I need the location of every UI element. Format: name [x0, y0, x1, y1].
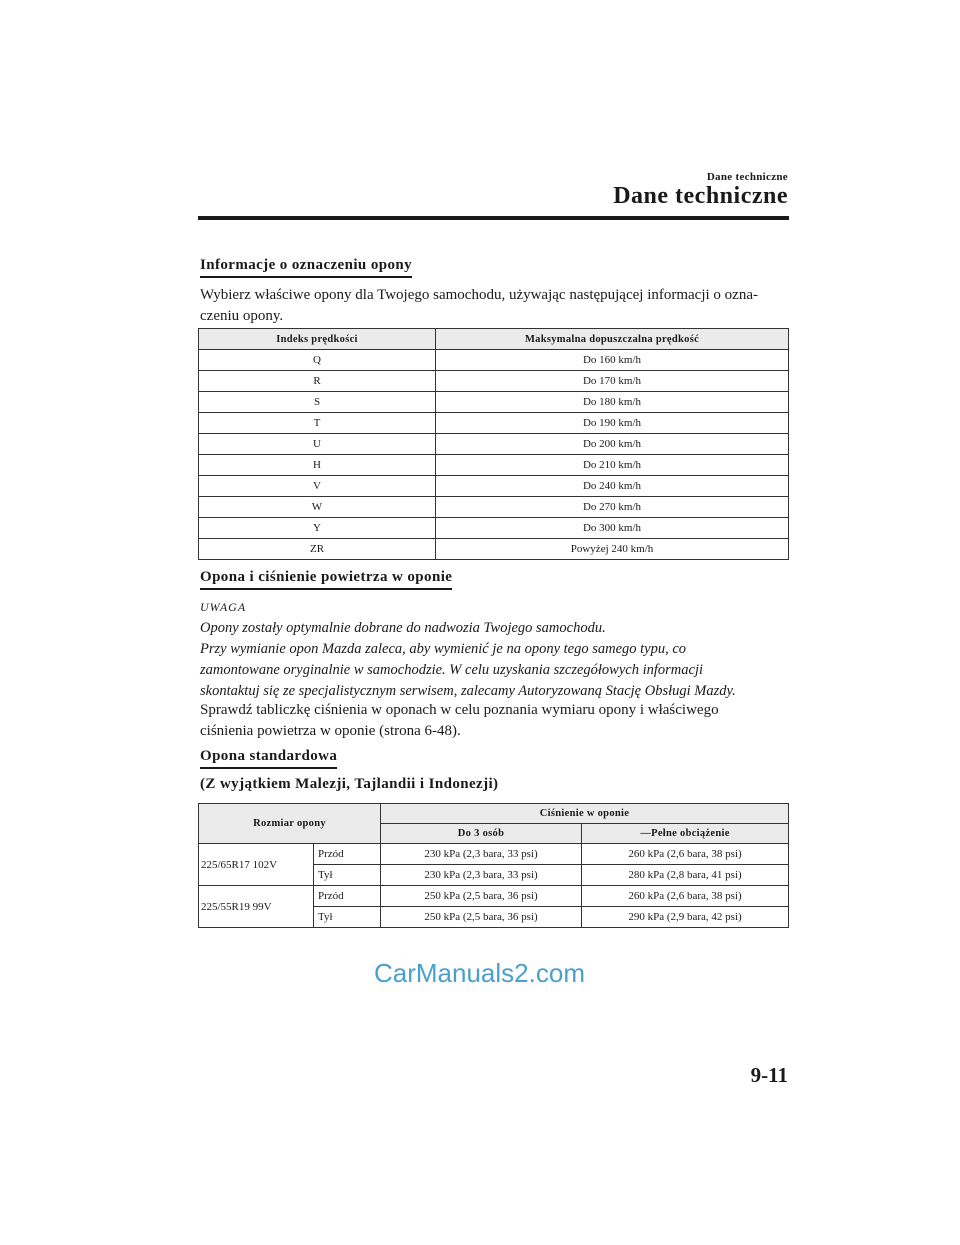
axle-cell: Tył	[314, 865, 381, 886]
speed-index-paragraph: Wybierz właściwe opony dla Twojego samochodu, używając następującej informacji o ozna-czeniu opony.	[200, 287, 758, 324]
tire-pressure-heading	[200, 568, 452, 590]
column-header-pressure: Ciśnienie w oponie	[381, 804, 789, 824]
pressure-full-load-cell: 260 kPa (2,6 bara, 38 psi)	[582, 844, 789, 865]
speed-index-cell: R	[199, 371, 436, 392]
tire-pressure-heading-text: Opona i ciśnienie powietrza w oponie	[200, 569, 453, 585]
speed-index-cell: ZR	[199, 539, 436, 560]
table-row	[199, 392, 789, 413]
table-row	[199, 434, 789, 455]
table-row	[199, 476, 789, 497]
page-number: 9-11	[750, 1063, 788, 1087]
column-header-full-load: —Pełne obciążenie	[582, 824, 789, 844]
speed-index-cell: W	[199, 497, 436, 518]
max-speed-cell: Powyżej 240 km/h	[436, 539, 789, 560]
pressure-up-to-3-cell: 250 kPa (2,5 bara, 36 psi)	[381, 886, 582, 907]
region-subheading: (Z wyjątkiem Malezji, Tajlandii i Indonezji)	[200, 776, 499, 792]
speed-index-cell: Y	[199, 518, 436, 539]
running-header-title: Dane techniczne	[613, 183, 788, 209]
running-header-small: Dane techniczne	[706, 171, 788, 183]
tire-pressure-table	[198, 803, 789, 928]
column-header-size: Rozmiar opony	[199, 804, 381, 844]
watermark-link[interactable]: CarManuals2.com	[374, 958, 585, 988]
max-speed-cell: Do 190 km/h	[436, 413, 789, 434]
pressure-up-to-3-cell: 250 kPa (2,5 bara, 36 psi)	[381, 907, 582, 928]
standard-tire-heading	[200, 747, 337, 769]
table-row	[199, 539, 789, 560]
note-block	[200, 597, 790, 702]
note-line: skontaktuj się ze specjalistycznym serwisem, zalecamy Autoryzowaną Stację Obsługi Mazdy.	[200, 683, 736, 699]
pressure-full-load-cell: 280 kPa (2,8 bara, 41 psi)	[582, 865, 789, 886]
speed-index-cell: V	[199, 476, 436, 497]
speed-index-cell: H	[199, 455, 436, 476]
axle-cell: Przód	[314, 844, 381, 865]
column-header: Indeks prędkości	[199, 329, 436, 350]
standard-tire-heading-text: Opona standardowa	[200, 748, 338, 764]
table-row	[199, 413, 789, 434]
axle-cell: Tył	[314, 907, 381, 928]
speed-index-table	[198, 328, 789, 560]
max-speed-cell: Do 210 km/h	[436, 455, 789, 476]
tire-size-cell: 225/55R19 99V	[199, 886, 314, 928]
pressure-up-to-3-cell: 230 kPa (2,3 bara, 33 psi)	[381, 865, 582, 886]
paragraph-line: Sprawdź tabliczkę ciśnienia w oponach w celu poznania wymiaru opony i właściwego	[200, 702, 719, 718]
table-row	[199, 371, 789, 392]
max-speed-cell: Do 300 km/h	[436, 518, 789, 539]
paragraph-line: ciśnienia powietrza w oponie (strona 6-48).	[200, 723, 461, 739]
max-speed-cell: Do 240 km/h	[436, 476, 789, 497]
tire-size-cell: 225/65R17 102V	[199, 844, 314, 886]
table-row	[199, 497, 789, 518]
speed-index-heading	[200, 256, 412, 278]
table-row	[199, 886, 789, 907]
speed-index-cell: Q	[199, 350, 436, 371]
speed-index-cell: T	[199, 413, 436, 434]
max-speed-cell: Do 200 km/h	[436, 434, 789, 455]
max-speed-cell: Do 160 km/h	[436, 350, 789, 371]
max-speed-cell: Do 270 km/h	[436, 497, 789, 518]
table-row	[199, 455, 789, 476]
note-line: Opony zostały optymalnie dobrane do nadwozia Twojego samochodu.	[200, 620, 606, 636]
table-header-row	[199, 804, 789, 824]
pressure-paragraph	[200, 700, 790, 742]
header-rule	[198, 216, 789, 220]
max-speed-cell: Do 170 km/h	[436, 371, 789, 392]
table-row	[199, 350, 789, 371]
pressure-full-load-cell: 260 kPa (2,6 bara, 38 psi)	[582, 886, 789, 907]
axle-cell: Przód	[314, 886, 381, 907]
table-header-row	[199, 329, 789, 350]
note-line: Przy wymianie opon Mazda zaleca, aby wymienić je na opony tego samego typu, co	[200, 641, 687, 657]
note-label: UWAGA	[200, 600, 247, 614]
table-row	[199, 844, 789, 865]
column-header: Maksymalna dopuszczalna prędkość	[436, 329, 789, 350]
pressure-full-load-cell: 290 kPa (2,9 bara, 42 psi)	[582, 907, 789, 928]
note-line: zamontowane oryginalnie w samochodzie. W celu uzyskania szczegółowych informacji	[200, 662, 704, 678]
speed-index-cell: U	[199, 434, 436, 455]
column-header-up-to-3: Do 3 osób	[381, 824, 582, 844]
max-speed-cell: Do 180 km/h	[436, 392, 789, 413]
table-row	[199, 518, 789, 539]
speed-index-heading-text: Informacje o oznaczeniu opony	[200, 257, 412, 273]
pressure-up-to-3-cell: 230 kPa (2,3 bara, 33 psi)	[381, 844, 582, 865]
speed-index-cell: S	[199, 392, 436, 413]
